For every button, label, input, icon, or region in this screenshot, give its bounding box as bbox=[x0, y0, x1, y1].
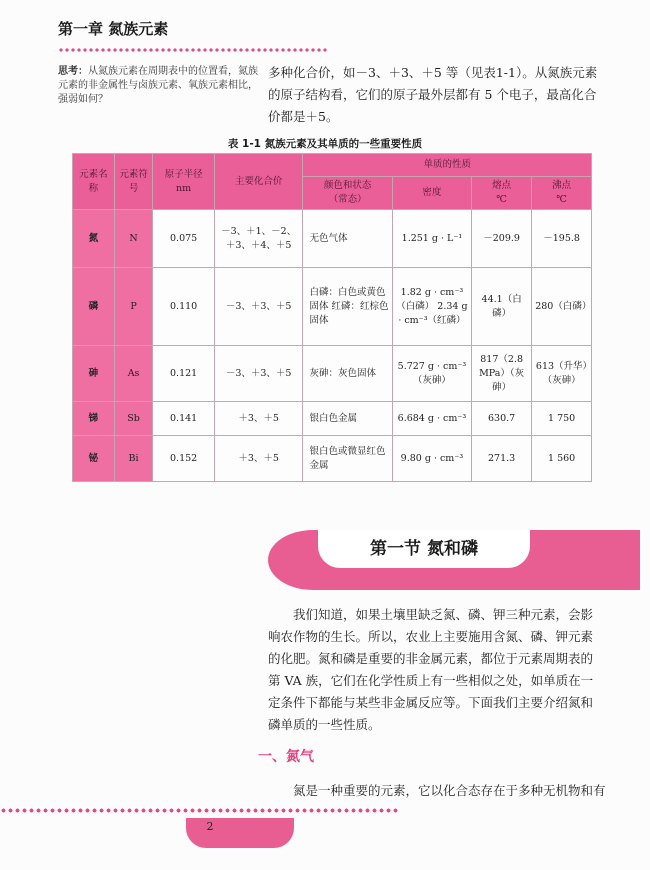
cell-boiling-point: 613（升华）（灰砷） bbox=[532, 346, 592, 402]
cell-state: 银白色或微显红色金属 bbox=[303, 436, 392, 482]
paragraph-continuation: 氮是一种重要的元素，它以化合态存在于多种无机物和有 bbox=[293, 783, 606, 798]
cell-boiling-point: 1 750 bbox=[532, 402, 592, 436]
cell-melting-point: 817（2.8 MPa）（灰砷） bbox=[472, 346, 532, 402]
cell-melting-point: －209.9 bbox=[472, 210, 532, 268]
cell-boiling-point: 1 560 bbox=[532, 436, 592, 482]
section-paragraph: 我们知道，如果土壤里缺乏氮、磷、钾三种元素，会影响农作物的生长。所以，农业上主要施用含氮、磷、钾元素的化肥。氮和磷是重要的非金属元素，都位于元素周期表的第 VA 族，它们在化学性质上有一些相似之处，如单质在一定条件下都能与某些非金属反应等。下面我们主要介绍氮和磷单质的一些性质。 bbox=[268, 607, 594, 732]
header-density: 密度 bbox=[392, 177, 471, 210]
table-row bbox=[73, 346, 592, 402]
header-element-name: 元素名称 bbox=[73, 154, 115, 210]
cell-symbol: Sb bbox=[114, 402, 153, 436]
cell-boiling-point: 280（白磷） bbox=[532, 268, 592, 346]
cell-valence: －3、＋1、－2、＋3、＋4、＋5 bbox=[214, 210, 303, 268]
cell-name: 氮 bbox=[73, 210, 115, 268]
header-simple-substance: 单质的性质 bbox=[303, 154, 592, 177]
section-title: 第一节 氮和磷 bbox=[318, 530, 530, 568]
think-label: 思考： bbox=[58, 66, 88, 77]
cell-melting-point: 44.1（白磷） bbox=[472, 268, 532, 346]
cell-density: 6.684 g · cm⁻³ bbox=[392, 402, 471, 436]
cell-density: 5.727 g · cm⁻³（灰砷） bbox=[392, 346, 471, 402]
header-melting-point: 熔点 ℃ bbox=[472, 177, 532, 210]
page-number: 2 bbox=[206, 820, 214, 833]
cell-name: 砷 bbox=[73, 346, 115, 402]
cell-state: 无色气体 bbox=[303, 210, 392, 268]
cell-valence: ＋3、＋5 bbox=[214, 436, 303, 482]
cell-radius: 0.141 bbox=[153, 402, 215, 436]
cell-radius: 0.121 bbox=[153, 346, 215, 402]
cell-valence: ＋3、＋5 bbox=[214, 402, 303, 436]
cell-symbol: N bbox=[114, 210, 153, 268]
intro-paragraph: 多种化合价，如－3、＋3、＋5 等（见表1-1）。从氮族元素的原子结构看，它们的原子最外层都有 5 个电子，最高化合价都是＋5。 bbox=[268, 65, 598, 124]
cell-state: 银白色金属 bbox=[303, 402, 392, 436]
cell-name: 锑 bbox=[73, 402, 115, 436]
cell-symbol: Bi bbox=[114, 436, 153, 482]
cell-valence: －3、＋3、＋5 bbox=[214, 268, 303, 346]
cell-name: 磷 bbox=[73, 268, 115, 346]
header-state: 颜色和状态 （常态） bbox=[303, 177, 392, 210]
table-caption: 表 1-1 氮族元素及其单质的一些重要性质 bbox=[227, 138, 423, 150]
sidebar-think-note bbox=[58, 65, 263, 107]
dotted-divider-top bbox=[58, 46, 328, 54]
table-row bbox=[73, 268, 592, 346]
cell-density: 1.251 g · L⁻¹ bbox=[392, 210, 471, 268]
cell-symbol: As bbox=[114, 346, 153, 402]
cell-name: 铋 bbox=[73, 436, 115, 482]
table-row bbox=[73, 210, 592, 268]
cell-melting-point: 630.7 bbox=[472, 402, 532, 436]
cell-density: 1.82 g · cm⁻³（白磷） 2.34 g · cm⁻³（红磷） bbox=[392, 268, 471, 346]
header-symbol: 元素符号 bbox=[114, 154, 153, 210]
table-row bbox=[73, 402, 592, 436]
cell-radius: 0.152 bbox=[153, 436, 215, 482]
cell-density: 9.80 g · cm⁻³ bbox=[392, 436, 471, 482]
table-row bbox=[73, 436, 592, 482]
think-text: 从氮族元素在周期表中的位置看，氮族元素的非金属性与卤族元素、氧族元素相比，强弱如何？ bbox=[58, 66, 258, 105]
properties-table bbox=[72, 153, 592, 482]
header-valence: 主要化合价 bbox=[214, 154, 303, 210]
cell-radius: 0.110 bbox=[153, 268, 215, 346]
cell-boiling-point: －195.8 bbox=[532, 210, 592, 268]
cell-state: 灰砷：灰色固体 bbox=[303, 346, 392, 402]
cell-melting-point: 271.3 bbox=[472, 436, 532, 482]
cell-radius: 0.075 bbox=[153, 210, 215, 268]
subheading-nitrogen: 一、氮气 bbox=[258, 749, 314, 765]
dotted-divider-bottom bbox=[0, 806, 400, 816]
chapter-header: 第一章 氮族元素 bbox=[58, 20, 169, 38]
cell-valence: －3、＋3、＋5 bbox=[214, 346, 303, 402]
cell-symbol: P bbox=[114, 268, 153, 346]
cell-state: 白磷：白色或黄色固体 红磷：红棕色固体 bbox=[303, 268, 392, 346]
header-radius: 原子半径 nm bbox=[153, 154, 215, 210]
header-boiling-point: 沸点 ℃ bbox=[532, 177, 592, 210]
